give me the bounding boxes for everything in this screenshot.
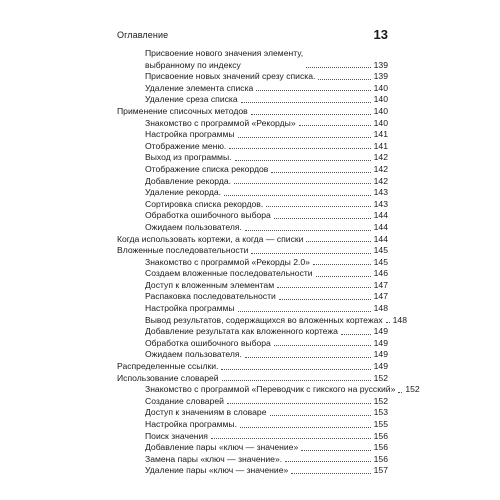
dot-leader [299,125,371,126]
toc-entry-title-line: выбранному по индексу [145,59,241,70]
dot-leader [398,392,402,393]
toc-entry-title: Удаление элемента списка [145,82,254,93]
dot-leader [291,473,370,474]
toc-entry[interactable] [117,384,420,396]
dot-leader [301,450,370,451]
toc-entry-title: Настройка программы. [145,419,237,429]
toc-entry-title: Применение списочных методов [117,105,248,116]
toc-entry-page: 148 [392,314,407,325]
toc-entry-title: Настройка программы [145,303,235,314]
toc-entry-title: Добавление рекорда. [145,175,232,186]
toc-entry[interactable] [117,314,407,327]
toc-entry-title: Использование словарей [117,372,219,383]
toc-entry[interactable] [117,361,388,373]
toc-entry-page: 149 [373,349,388,360]
toc-entry-title: Присвоение новых значений срезу списка. [145,71,316,82]
toc-entry-title: Отображение меню. [145,140,227,151]
page-number: 13 [373,27,388,42]
toc-entry[interactable] [117,129,388,141]
toc-entry[interactable] [117,48,388,71]
toc-entry[interactable] [117,419,388,431]
toc-entry-page: 149 [373,337,388,348]
toc-entry-title [145,48,303,71]
dot-leader [256,90,370,91]
dot-leader [240,427,371,428]
toc-entry-title: Создаем вложенные последовательности [145,268,313,279]
page-header [117,27,388,45]
dot-leader [229,148,370,149]
toc-entry-page: 148 [373,303,388,314]
toc-entry[interactable] [117,176,388,188]
dot-leader [318,79,370,80]
dot-leader [245,230,371,231]
toc-entry[interactable] [117,465,388,477]
dot-leader [316,276,371,277]
dot-leader [279,299,371,300]
toc-entry-title: Создание словарей [145,395,224,406]
toc-entry-page: 140 [373,117,388,128]
toc-entry[interactable] [117,106,388,118]
toc-entry[interactable] [117,407,388,419]
toc-entry-page: 145 [373,245,388,256]
toc-entry-title: Сортировка списка рекордов. [145,198,264,209]
toc-entry-page: 152 [373,395,388,406]
dot-leader [277,287,371,288]
toc-entry-page: 140 [373,105,388,116]
dot-leader [271,172,370,173]
dot-leader [241,102,371,103]
dot-leader [386,322,390,323]
toc-entry[interactable] [117,268,388,280]
toc-entry-page: 142 [373,163,388,174]
dot-leader [270,415,371,416]
dot-leader [266,206,370,207]
dot-leader [285,461,371,462]
toc-entry-page: 149 [373,326,388,337]
toc-entry[interactable] [117,396,388,408]
table-of-contents [117,48,420,477]
toc-entry-title: Ожидаем пользователя. [145,349,242,360]
toc-entry-title: Знакомство с программой «Рекорды 2.0» [145,256,310,267]
dot-leader [341,334,371,335]
toc-entry[interactable] [117,210,388,222]
toc-entry[interactable] [117,199,388,211]
dot-leader [224,195,371,196]
toc-entry-page: 140 [373,82,388,93]
dot-leader [245,357,371,358]
toc-entry[interactable] [117,349,388,361]
toc-entry-title: Когда использовать кортежи, а когда — списки [117,233,304,244]
toc-entry-page: 144 [373,233,388,244]
toc-entry-page: 139 [373,71,388,82]
toc-entry[interactable] [117,326,388,338]
toc-entry-title: Знакомство с программой «Переводчик с гикского на русский» [145,384,396,395]
dot-leader [235,160,371,161]
toc-entry[interactable] [117,431,388,443]
toc-entry[interactable] [117,187,388,199]
toc-entry-title: Удаление рекорда. [145,187,222,198]
dot-leader [306,67,371,68]
toc-entry-title: Поиск значения [145,430,208,441]
toc-entry-title: Вывод результатов, содержащихся во вложенных кортежах [145,314,383,325]
toc-entry-title: Распределенные ссылки. [117,361,219,372]
toc-entry-title: Выход из программы. [145,152,232,163]
toc-entry-page: 156 [373,430,388,441]
toc-entry-page: 143 [373,198,388,209]
toc-entry[interactable] [117,257,388,269]
toc-entry[interactable] [117,245,388,257]
toc-entry-page: 142 [373,152,388,163]
toc-entry-title: Добавление результата как вложенного кортежа [145,326,338,337]
toc-entry[interactable] [117,442,388,454]
toc-entry[interactable] [117,118,388,130]
toc-entry-title: Знакомство с программой «Рекорды» [145,117,296,128]
toc-entry[interactable] [117,94,388,106]
toc-entry[interactable] [117,164,388,176]
dot-leader [274,218,371,219]
toc-entry-page: 147 [373,279,388,290]
toc-entry-title-line: Присвоение нового значения элементу, [145,48,304,58]
toc-entry-page: 149 [373,361,388,372]
dot-leader [238,311,371,312]
toc-entry-title: Обработка ошибочного выбора [145,337,271,348]
toc-entry-page: 147 [373,291,388,302]
toc-entry[interactable] [117,83,388,95]
dot-leader [227,403,371,404]
toc-entry[interactable] [117,234,388,246]
toc-entry-title: Замена пары «ключ — значение». [145,453,283,464]
toc-entry-page: 141 [373,129,388,140]
toc-entry-page: 157 [373,465,388,476]
toc-entry-title: Настройка программы [145,129,235,140]
toc-entry[interactable] [117,141,388,153]
dot-leader [238,137,371,138]
toc-entry-page: 152 [373,372,388,383]
toc-entry[interactable] [117,338,388,350]
toc-entry-page: 155 [373,419,388,429]
toc-entry-title: Доступ к значениям в словаре [145,407,267,418]
toc-entry-page: 141 [373,140,388,151]
toc-entry-title: Добавление пары «ключ — значение» [145,442,299,453]
toc-entry-page: 146 [373,268,388,279]
toc-entry[interactable] [117,71,388,83]
toc-entry-page: 156 [373,453,388,464]
toc-entry-title: Отображение списка рекордов [145,163,269,174]
dot-leader [222,380,371,381]
toc-entry-page: 143 [373,187,388,198]
toc-entry-title: Удаление пары «ключ — значение» [145,465,289,476]
toc-entry-title: Распаковка последовательности [145,291,276,302]
toc-entry-page: 144 [373,210,388,221]
toc-entry-page: 144 [373,221,388,232]
toc-entry-page: 139 [373,59,388,70]
toc-entry[interactable] [117,303,388,315]
toc-entry[interactable] [117,280,388,292]
dot-leader [234,183,371,184]
toc-entry-title: Вложенные последовательности [117,245,249,256]
toc-entry[interactable] [117,152,388,164]
dot-leader [251,114,371,115]
dot-leader [251,253,370,254]
toc-entry-page: 145 [373,256,388,267]
toc-entry-title: Обработка ошибочного выбора [145,210,271,221]
toc-entry-page: 140 [373,94,388,105]
dot-leader [211,438,371,439]
dot-leader [274,345,371,346]
toc-entry-title: Ожидаем пользователя. [145,221,242,232]
toc-entry-title: Удаление среза списка [145,94,238,105]
toc-entry-page: 152 [405,384,420,395]
toc-entry-title: Доступ к вложенным элементам [145,279,275,290]
dot-leader [313,264,371,265]
toc-entry[interactable] [117,291,388,303]
toc-entry-page: 153 [373,407,388,418]
toc-entry[interactable] [117,373,388,385]
toc-entry-page: 142 [373,175,388,186]
dot-leader [306,241,370,242]
toc-entry[interactable] [117,222,388,234]
dot-leader [221,369,370,370]
toc-entry-page: 156 [373,442,388,453]
toc-entry[interactable] [117,454,388,466]
running-title: Оглавление [117,30,169,40]
